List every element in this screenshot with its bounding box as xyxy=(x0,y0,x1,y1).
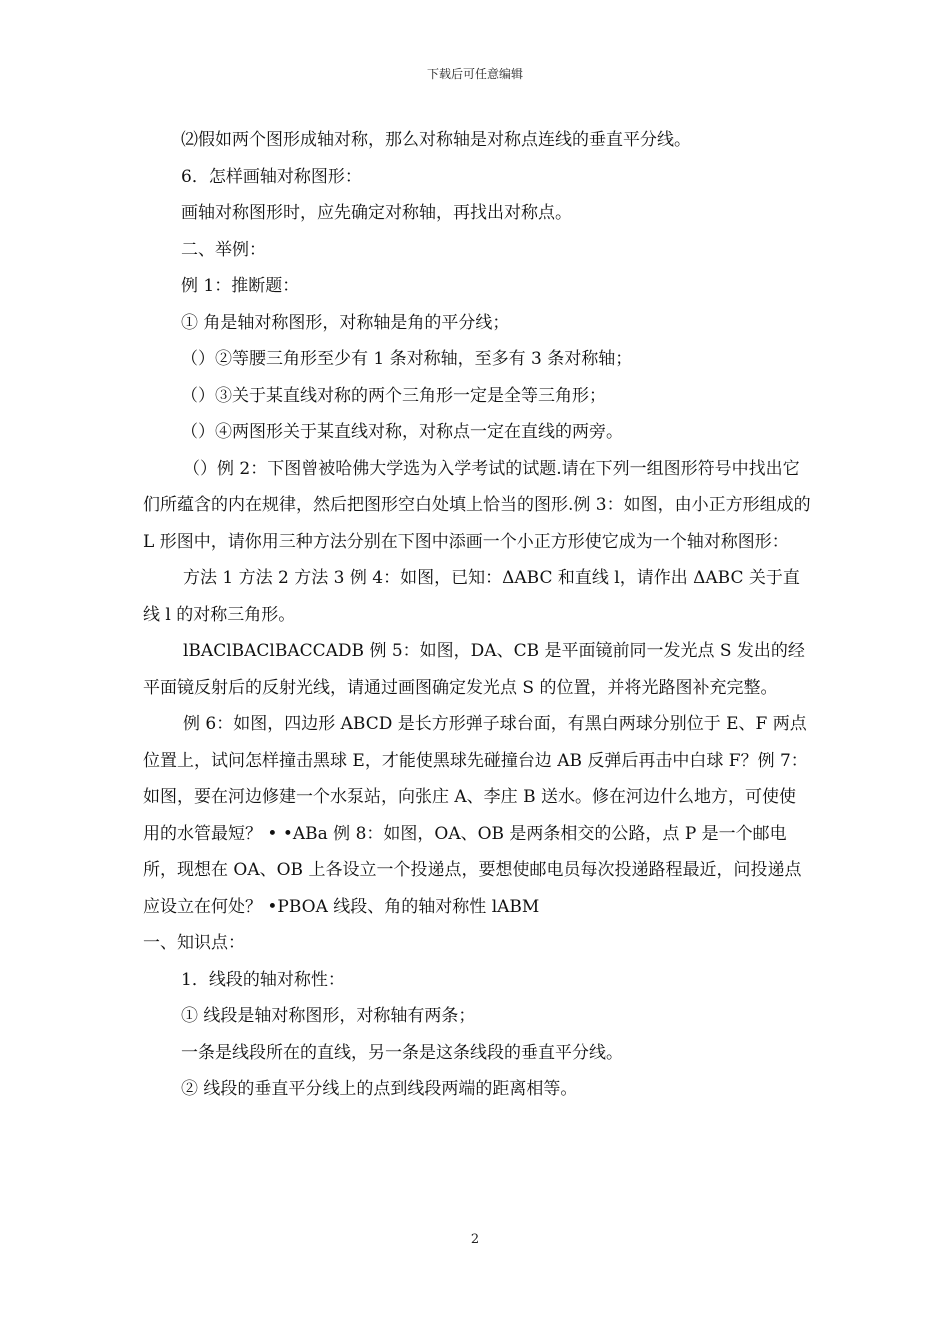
paragraph: （）例 2：下图曾被哈佛大学选为入学考试的试题.请在下列一组图形符号中找出它们所蕴含的内在规律，然后把图形空白处填上恰当的图形.例 3：如图，由小正方形组成的 L 形图中，请你用三种方法分别在下图中添画一个小正方形使它成为一个轴对称图形： xyxy=(143,458,811,552)
section-heading: 二、举例： xyxy=(181,239,266,260)
paragraph: 6．怎样画轴对称图形： xyxy=(181,166,362,187)
section-heading: 一、知识点： xyxy=(143,933,245,953)
statement-item: （）②等腰三角形至少有 1 条对称轴，至多有 3 条对称轴； xyxy=(181,349,633,369)
page-number: 2 xyxy=(470,1232,480,1247)
paragraph: ② 线段的垂直平分线上的点到线段两端的距离相等。 xyxy=(181,1079,578,1099)
statement-item: ① 角是轴对称图形，对称轴是角的平分线； xyxy=(181,312,510,333)
paragraph: ① 线段是轴对称图形，对称轴有两条； xyxy=(181,1006,476,1026)
page-header: 下载后可任意编辑 xyxy=(426,67,523,81)
document-body xyxy=(143,122,811,1108)
paragraph: 画轴对称图形时，应先确定对称轴，再找出对称点。 xyxy=(181,203,572,223)
statement-item: （）④两图形关于某直线对称，对称点一定在直线的两旁。 xyxy=(181,422,623,442)
paragraph: ⑵假如两个图形成轴对称，那么对称轴是对称点连线的垂直平分线。 xyxy=(181,130,691,150)
example-heading: 例 1：推断题： xyxy=(181,276,300,296)
subsection-heading: 1．线段的轴对称性： xyxy=(181,969,345,990)
paragraph: 例 6：如图，四边形 ABCD 是长方形弹子球台面，有黑白两球分别位于 E、F 两点位置上，试问怎样撞击黑球 E，才能使黑球先碰撞台边 AB 反弹后再击中白球 F？例 7：如图，要在河边修建一个水泵站，向张庄 A、李庄 B 送水。修在河边什么地方，可使使用的水管最短？ • •ABa 例 8：如图，OA、OB 是两条相交的公路，点 P 是一个邮电所，现想在 OA、OB 上各设立一个投递点，要想使邮电员每次投递路程最近，问投递点应设立在何处？ •PBOA 线段、角的轴对称性 lABM xyxy=(143,714,808,917)
paragraph: 一条是线段所在的直线，另一条是这条线段的垂直平分线。 xyxy=(181,1042,623,1063)
statement-item: （）③关于某直线对称的两个三角形一定是全等三角形； xyxy=(181,385,606,406)
paragraph: 方法 1 方法 2 方法 3 例 4：如图，已知：ΔABC 和直线 l，请作出 ΔABC 关于直线 l 的对称三角形。 xyxy=(143,568,800,625)
paragraph: lBAClBAClBACCADB 例 5：如图，DA、CB 是平面镜前同一发光点 S 发出的经平面镜反射后的反射光线，请通过画图确定发光点 S 的位置，并将光路图补充完整。 xyxy=(143,641,805,698)
